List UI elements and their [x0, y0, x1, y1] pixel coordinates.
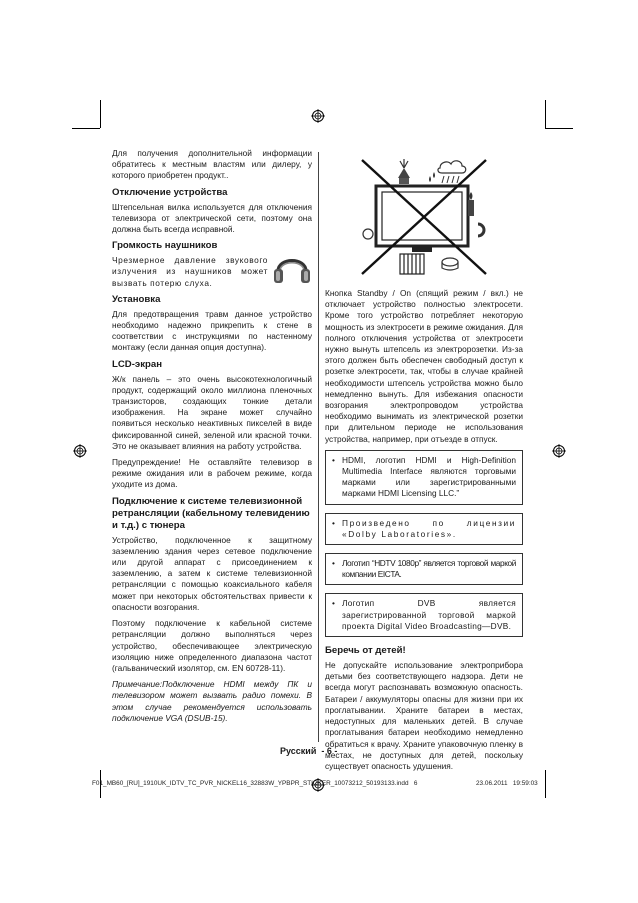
intro-paragraph: Для получения дополнительной информации обратитесь к местным властям или дилеру, у которого приобретен продукт..: [112, 148, 312, 181]
section-heading-headphones: Громкость наушников: [112, 240, 218, 252]
headphones-icon: [272, 249, 312, 289]
left-column: [112, 148, 312, 729]
headphones-block: [112, 255, 312, 289]
section-heading-lcd: LCD-экран: [112, 358, 163, 370]
trademark-box-hdtv: [325, 553, 523, 585]
right-column: [325, 148, 523, 777]
children-paragraph: Не допускайте использование электроприбора детьми без соответствующего надзора. Дети не всегда могут распознавать возможную опасность. Батареи / аккумуляторы опасны для жизни при их проглатывании. Храните батареи в местах, недоступных для маленьких детей. В случае проглатывания батареи необходимо немедленно обратиться к врачу. Храните упаковочную пленку в местах, не доступных для детей, поскольку существует опасность удушения.: [325, 660, 523, 771]
section-paragraph-installation: Для предотвращения травм данное устройство необходимо надежно прикрепить к стене в соответствии с инструкциями по настенному монтажу (если данная опция доступна).: [112, 308, 312, 353]
trademark-text-hdmi: HDMI, логотип HDMI и High-Definition Multimedia Interface являются торговыми марками или зарегистрированными марками HDMI Licensing LLC.”: [342, 454, 516, 499]
print-slug-filename: F01_MB60_[RU]_1910UK_IDTV_TC_PVR_NICKEL16_32883W_YPBPR_STICKER_10073212_50193133.indd 6: [92, 780, 418, 787]
section-paragraph-warning: Предупреждение! Не оставляйте телевизор в режиме ожидания или в рабочем режиме, когда уходите из дома.: [112, 457, 312, 490]
registration-mark-right: [552, 444, 566, 458]
crop-mark-top-right-h: [545, 128, 573, 129]
tv-warning-illustration: [354, 154, 494, 280]
section-paragraph-cable-2: Поэтому подключение к кабельной системе ретрансляции должно выполняться через устройство, обеспечивающее электрическую изоляцию ниже определенного диапазона частот (гальванический изолятор, см. EN 60728-11).: [112, 618, 312, 673]
column-divider: [318, 152, 319, 742]
trademark-box-dvb: [325, 593, 523, 637]
registration-mark-left: [73, 444, 87, 458]
trademark-text-dolby: Произведено по лицензии «Dolby Laboratories».: [342, 517, 516, 539]
print-slug-date: 23.06.2011 19:59:03: [476, 780, 538, 787]
page-number: Русский - 6 -: [280, 746, 338, 756]
trademark-text-hdtv: Логотип “HDTV 1080p” является торговой маркой компании EICTA.: [342, 558, 516, 580]
section-heading-installation: Установка: [112, 293, 161, 305]
section-paragraph-disconnect: Штепсельная вилка используется для отключения телевизора от электрической сети, поэтому она должна быть всегда исправной.: [112, 201, 312, 235]
bullet: •: [332, 517, 337, 528]
trademark-text-dvb: Логотип DVB является зарегистрированной торговой маркой проекта Digital Video Broadcasting—DVB.: [342, 598, 516, 631]
crop-mark-top-left: [100, 100, 101, 128]
children-heading: Беречь от детей!: [325, 645, 406, 657]
standby-paragraph: Кнопка Standby / On (спящий режим / вкл.) не отключает устройство полностью электросети. Кроме того устройство потребляет некоторую мощность из электросети в режиме ожидания. Для полного отключения устройства от электросети нужно вынуть штепсель из электророзетки. Из-за этого должен быть обеспечен свободный доступ к розетке электросети, так, чтобы в случае крайней необходимости штепсель устройства можно было немедленно вынуть. Для избежания опасности возгорания электропроводом устройства необходимо вынимать из электрической розетки при длительном периоде не использования устройства, например, при отъезде в отпуск.: [325, 288, 523, 444]
bullet: •: [332, 558, 335, 569]
section-paragraph-headphones: Чрезмерное давление звукового излучения из наушников может вызвать потерю слуха.: [112, 255, 268, 288]
section-heading-disconnect: Отключение устройства: [112, 186, 228, 198]
crop-mark-top-left-h: [72, 128, 100, 129]
trademark-box-hdmi: [325, 450, 523, 505]
crop-mark-top-right: [545, 100, 546, 128]
registration-mark-top: [311, 109, 325, 123]
section-paragraph-cable-1: Устройство, подключенное к защитному заземлению здания через сетевое подключение или другой аппарат с присоединением к заземлению, а затем к системе телевизионной ретрансляции с помощью коаксиального кабеля может при некоторых обстоятельствах привести к опасности возгорания.: [112, 534, 312, 612]
hdmi-note: Примечание:Подключение HDMI между ПК и телевизором может вызвать радио помехи. В этом случае рекомендуется использовать подключение VGA (DSUB-15).: [112, 679, 312, 723]
crop-mark-bottom-right: [545, 770, 546, 798]
section-paragraph-lcd: Ж/к панель – это очень высокотехнологичный продукт, содержащий около миллиона пленочных транзисторов, создающих тонкие детали изображения. На экране может случайно появиться несколько неактивных пикселей в виде фиксированной синей, зеленой или красной точки. Это не оказывает влияния на работу устройства.: [112, 373, 312, 451]
bullet: •: [332, 598, 336, 609]
trademark-box-dolby: [325, 513, 523, 545]
section-heading-cable: Подключение к системе телевизионной ретрансляции (кабельному телевидению и т.д.) с тюнера: [112, 495, 310, 531]
bullet: •: [332, 454, 335, 465]
